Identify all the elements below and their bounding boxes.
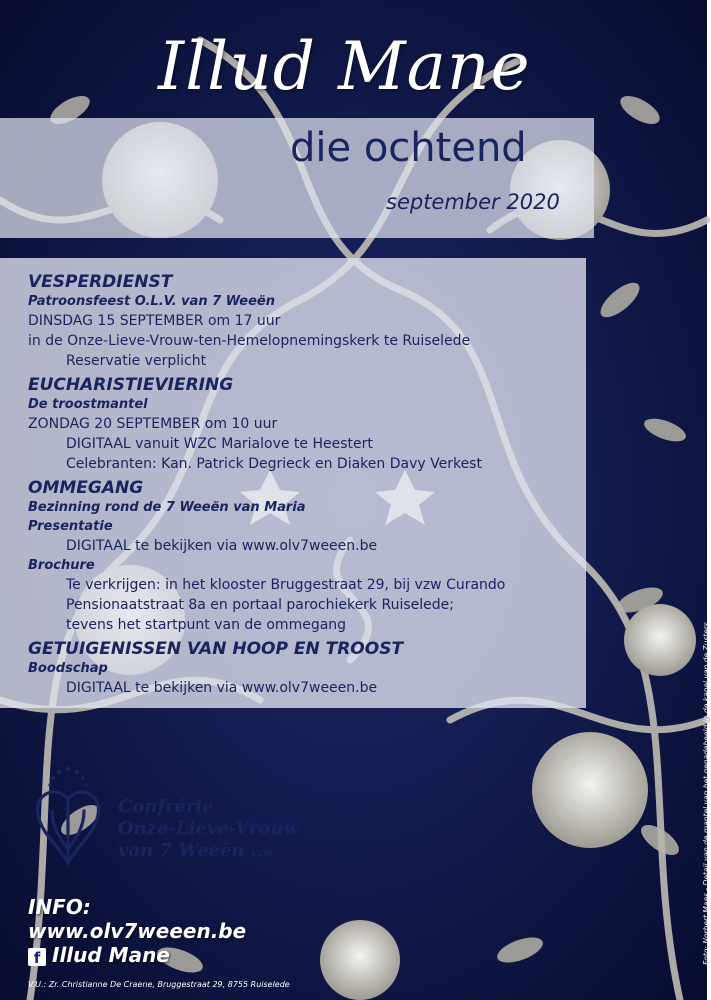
program-content <box>28 272 588 698</box>
brochure-line: tevens het startpunt van de ommegang <box>66 617 347 633</box>
brochure-line: Te verkrijgen: in het klooster Bruggestraat 29, bij vzw Curando <box>66 577 506 593</box>
brochure-label: Brochure <box>28 558 95 573</box>
org-line: Confrérie <box>118 796 214 817</box>
confrerie-logo <box>28 763 108 871</box>
facebook-link[interactable]: f Illud Mane <box>28 943 246 967</box>
boodschap-label: Boodschap <box>28 661 108 676</box>
org-suffix: vzw <box>250 846 273 859</box>
info-block <box>28 895 246 967</box>
org-line: Onze-Lieve-Vrouw <box>118 818 299 839</box>
facebook-icon: f <box>28 948 46 966</box>
page-title: Illud Mane <box>158 28 531 105</box>
brochure-line: Pensionaatstraat 8a en portaal parochiekerk Ruiselede; <box>66 597 454 613</box>
info-label: INFO: <box>28 895 91 919</box>
ommegang-heading: OMMEGANG <box>28 478 144 498</box>
ommegang-subheading: Bezinning rond de 7 Weeën van Maria <box>28 500 306 515</box>
page-subtitle: die ochtend <box>290 125 527 171</box>
boodschap-text: DIGITAAL te bekijken via www.olv7weeen.be <box>66 680 378 696</box>
eucharist-subheading: De troostmantel <box>28 397 148 412</box>
vesper-heading: VESPERDIENST <box>28 272 173 292</box>
vesper-line: in de Onze-Lieve-Vrouw-ten-Hemelopnemingskerk te Ruiselede <box>28 333 471 349</box>
getuigenissen-heading: GETUIGENISSEN VAN HOOP EN TROOST <box>28 639 404 659</box>
responsible-publisher: V.U.: Zr. Christianne De Craene, Bruggestraat 29, 8755 Ruiselede <box>28 980 290 989</box>
edition-date: september 2020 <box>386 190 560 214</box>
vesper-subheading: Patroonsfeest O.L.V. van 7 Weeën <box>28 294 275 309</box>
organization-name <box>118 796 299 864</box>
vesper-line: DINSDAG 15 SEPTEMBER om 17 uur <box>28 313 281 329</box>
eucharist-line: ZONDAG 20 SEPTEMBER om 10 uur <box>28 416 278 432</box>
presentatie-text: DIGITAAL te bekijken via www.olv7weeen.be <box>66 538 378 554</box>
eucharist-line: DIGITAAL vanuit WZC Marialove te Heestert <box>66 436 373 452</box>
photo-credit: Foto: Norbert Maes - Detail van de mantel van het genadebeeld in de kapel van de Zusters <box>702 622 711 965</box>
eucharist-line: Celebranten: Kan. Patrick Degrieck en Diaken Davy Verkest <box>66 456 482 472</box>
website-link[interactable]: www.olv7weeen.be <box>28 919 247 943</box>
presentatie-label: Presentatie <box>28 519 113 534</box>
org-line: van 7 Weeën vzw <box>118 840 273 861</box>
eucharist-heading: EUCHARISTIEVIERING <box>28 375 234 395</box>
vesper-line: Reservatie verplicht <box>66 353 207 369</box>
